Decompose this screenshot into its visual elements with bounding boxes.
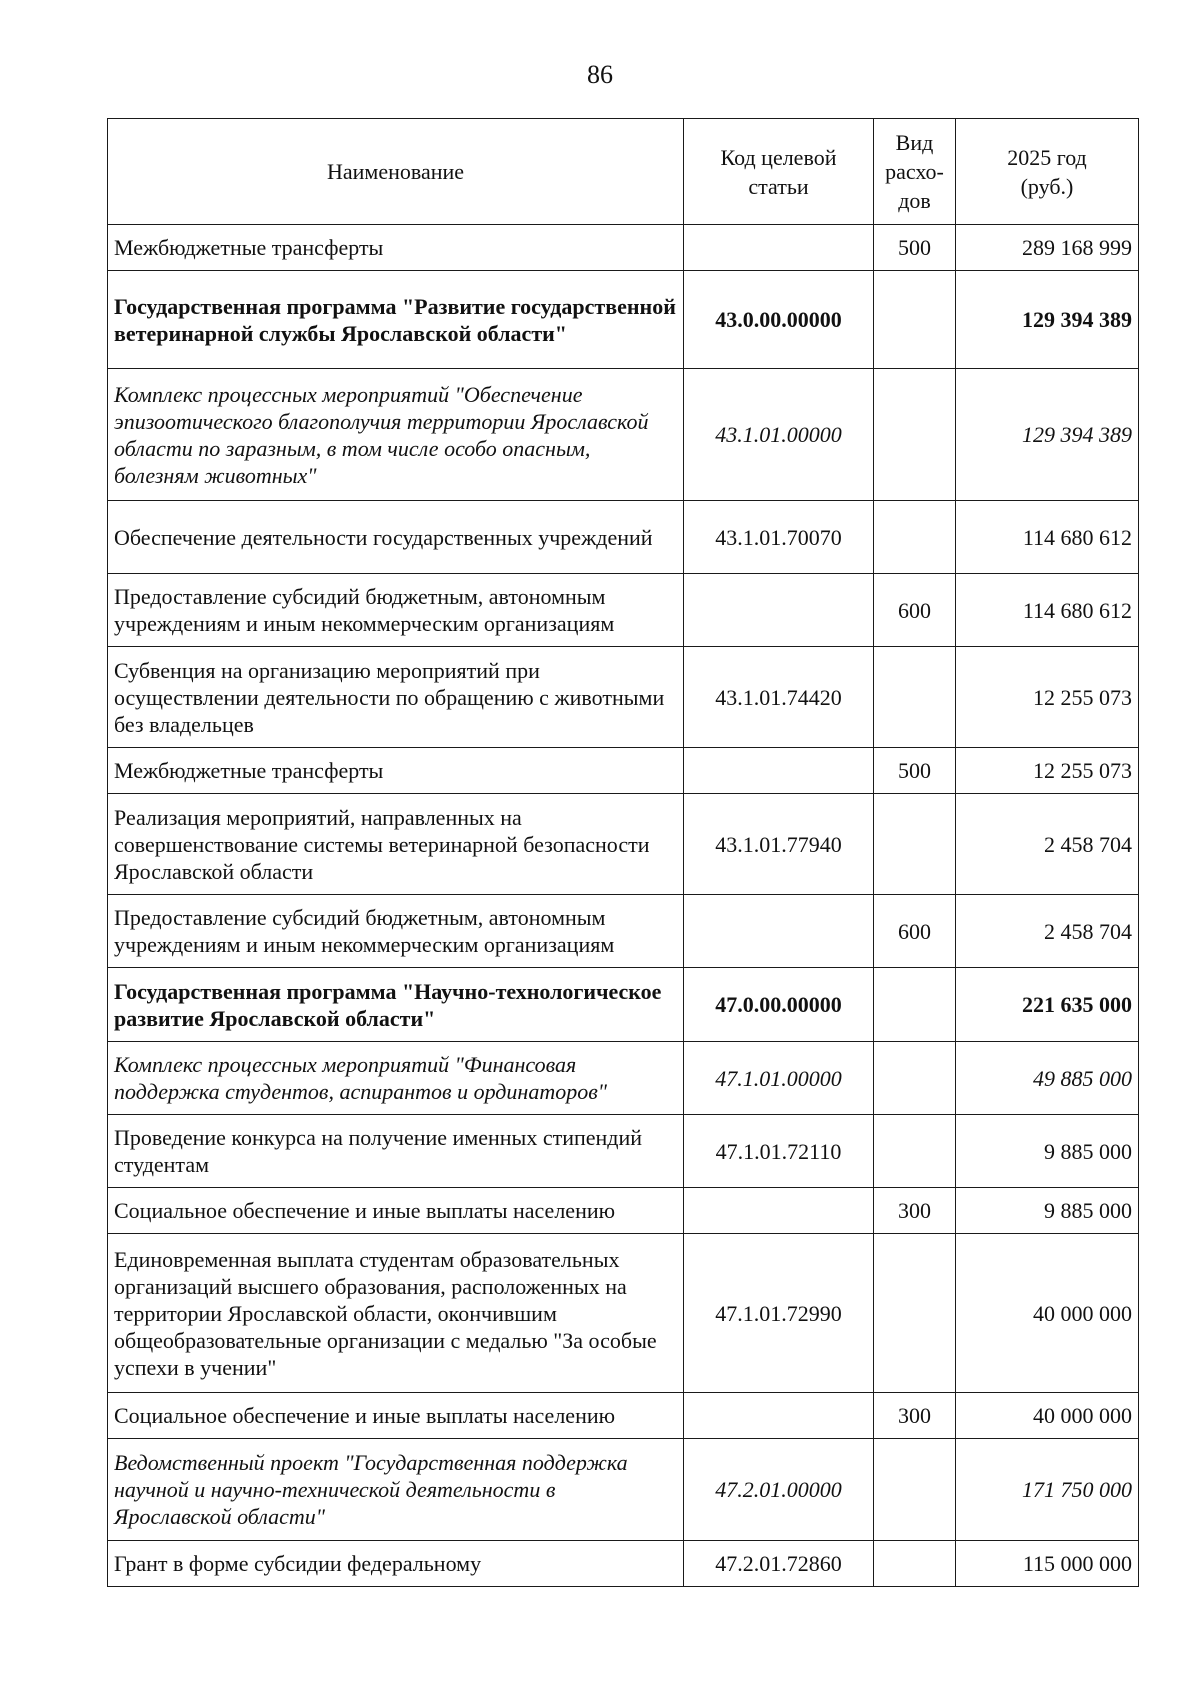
cell-name: Социальное обеспечение и иные выплаты населению xyxy=(108,1393,684,1439)
cell-amount: 114 680 612 xyxy=(956,574,1139,647)
cell-code: 47.2.01.00000 xyxy=(684,1439,874,1541)
cell-name: Комплекс процессных мероприятий "Финансовая поддержка студентов, аспирантов и ординаторов" xyxy=(108,1042,684,1115)
cell-kind xyxy=(874,968,956,1042)
cell-kind xyxy=(874,501,956,574)
table-row xyxy=(108,225,1139,271)
cell-name: Предоставление субсидий бюджетным, автономным учреждениям и иным некоммерческим организациям xyxy=(108,574,684,647)
cell-code: 43.0.00.00000 xyxy=(684,271,874,369)
table-row xyxy=(108,271,1139,369)
cell-code: 47.2.01.72860 xyxy=(684,1541,874,1587)
cell-code xyxy=(684,574,874,647)
cell-name: Единовременная выплата студентам образовательных организаций высшего образования, расположенных на территории Ярославской области, окончившим общеобразовательные организации с медалью "За особые успехи в учении" xyxy=(108,1234,684,1393)
cell-amount: 40 000 000 xyxy=(956,1393,1139,1439)
cell-kind xyxy=(874,794,956,895)
header-name: Наименование xyxy=(108,119,684,225)
cell-name: Государственная программа "Научно-технологическое развитие Ярославской области" xyxy=(108,968,684,1042)
cell-code: 43.1.01.00000 xyxy=(684,369,874,501)
cell-amount: 114 680 612 xyxy=(956,501,1139,574)
table-row xyxy=(108,1393,1139,1439)
cell-name: Ведомственный проект "Государственная поддержка научной и научно-технической деятельности в Ярославской области" xyxy=(108,1439,684,1541)
cell-amount: 129 394 389 xyxy=(956,369,1139,501)
cell-kind: 600 xyxy=(874,895,956,968)
cell-amount: 2 458 704 xyxy=(956,895,1139,968)
cell-amount: 12 255 073 xyxy=(956,647,1139,748)
table-row xyxy=(108,647,1139,748)
cell-code: 43.1.01.74420 xyxy=(684,647,874,748)
table-row xyxy=(108,1541,1139,1587)
cell-code: 47.1.01.00000 xyxy=(684,1042,874,1115)
cell-kind xyxy=(874,1439,956,1541)
cell-code xyxy=(684,895,874,968)
table-row xyxy=(108,1188,1139,1234)
cell-kind xyxy=(874,1042,956,1115)
table-row xyxy=(108,369,1139,501)
table-row xyxy=(108,1042,1139,1115)
cell-name: Межбюджетные трансферты xyxy=(108,225,684,271)
cell-kind xyxy=(874,271,956,369)
cell-amount: 289 168 999 xyxy=(956,225,1139,271)
cell-code xyxy=(684,1188,874,1234)
cell-code: 47.0.00.00000 xyxy=(684,968,874,1042)
cell-kind xyxy=(874,647,956,748)
cell-kind: 500 xyxy=(874,748,956,794)
cell-code: 43.1.01.77940 xyxy=(684,794,874,895)
cell-amount: 129 394 389 xyxy=(956,271,1139,369)
cell-kind xyxy=(874,1115,956,1188)
cell-amount: 2 458 704 xyxy=(956,794,1139,895)
table-row xyxy=(108,1439,1139,1541)
cell-name: Межбюджетные трансферты xyxy=(108,748,684,794)
cell-name: Комплекс процессных мероприятий "Обеспечение эпизоотического благополучия территории Ярославской области по заразным, в том числе особо опасным, болезням животных" xyxy=(108,369,684,501)
cell-amount: 49 885 000 xyxy=(956,1042,1139,1115)
cell-code: 47.1.01.72990 xyxy=(684,1234,874,1393)
cell-name: Реализация мероприятий, направленных на совершенствование системы ветеринарной безопасности Ярославской области xyxy=(108,794,684,895)
cell-code: 43.1.01.70070 xyxy=(684,501,874,574)
header-amount: 2025 год (руб.) xyxy=(956,119,1139,225)
cell-amount: 171 750 000 xyxy=(956,1439,1139,1541)
cell-amount: 12 255 073 xyxy=(956,748,1139,794)
cell-name: Государственная программа "Развитие государственной ветеринарной службы Ярославской области" xyxy=(108,271,684,369)
table-row xyxy=(108,501,1139,574)
cell-code xyxy=(684,1393,874,1439)
cell-code xyxy=(684,225,874,271)
cell-code: 47.1.01.72110 xyxy=(684,1115,874,1188)
cell-amount: 9 885 000 xyxy=(956,1188,1139,1234)
cell-amount: 221 635 000 xyxy=(956,968,1139,1042)
cell-kind: 600 xyxy=(874,574,956,647)
cell-name: Проведение конкурса на получение именных стипендий студентам xyxy=(108,1115,684,1188)
cell-kind: 500 xyxy=(874,225,956,271)
cell-name: Предоставление субсидий бюджетным, автономным учреждениям и иным некоммерческим организациям xyxy=(108,895,684,968)
table-header-row xyxy=(108,119,1139,225)
cell-amount: 9 885 000 xyxy=(956,1115,1139,1188)
table-row xyxy=(108,1234,1139,1393)
cell-name: Социальное обеспечение и иные выплаты населению xyxy=(108,1188,684,1234)
cell-kind xyxy=(874,369,956,501)
cell-amount: 40 000 000 xyxy=(956,1234,1139,1393)
cell-kind: 300 xyxy=(874,1188,956,1234)
cell-amount: 115 000 000 xyxy=(956,1541,1139,1587)
table-row xyxy=(108,574,1139,647)
table-row xyxy=(108,748,1139,794)
table-row xyxy=(108,895,1139,968)
cell-kind xyxy=(874,1541,956,1587)
table-row xyxy=(108,794,1139,895)
header-kind: Вид расхо-дов xyxy=(874,119,956,225)
cell-kind: 300 xyxy=(874,1393,956,1439)
cell-code xyxy=(684,748,874,794)
page-number: 86 xyxy=(587,60,613,89)
cell-name: Грант в форме субсидии федеральному xyxy=(108,1541,684,1587)
table-row xyxy=(108,968,1139,1042)
table-body xyxy=(108,225,1139,1587)
cell-name: Обеспечение деятельности государственных учреждений xyxy=(108,501,684,574)
header-code: Код целевой статьи xyxy=(684,119,874,225)
table-row xyxy=(108,1115,1139,1188)
cell-kind xyxy=(874,1234,956,1393)
budget-table xyxy=(107,118,1139,1587)
cell-name: Субвенция на организацию мероприятий при осуществлении деятельности по обращению с животными без владельцев xyxy=(108,647,684,748)
